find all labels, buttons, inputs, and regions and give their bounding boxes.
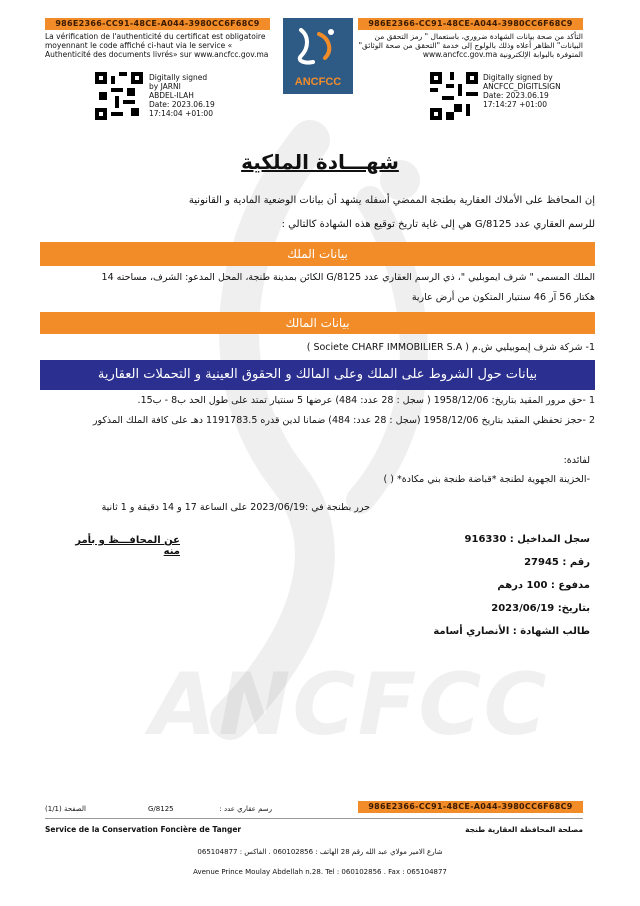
issued-date-text: حرر بطنجة في :2023/06/19 على الساعة 17 و 14 دقيقة و 1 ثانية xyxy=(101,502,370,513)
footer-title-number: G/8125 xyxy=(148,805,174,813)
signature-left-line: ABDEL-ILAH xyxy=(149,91,194,100)
record-row xyxy=(420,580,590,591)
footer-page: الصفحة (1/1) xyxy=(45,805,86,813)
verification-text-fr: La vérification de l'authenticité du certificat est obligatoire moyennant le code affiché ci-haut via le service « Authenticité des documents livrés» sur www.ancfcc.gov.ma xyxy=(45,32,269,59)
signature-left-line: Date: 2023.06.19 xyxy=(149,100,215,109)
condition-2: 2 -حجز تحفظي المقيد بتاريخ 1958/12/06 (سجل : 28 عدد: 484) ضمانا لدين قدره 1191783.5 دهـ على كافة الملك المذكور xyxy=(92,415,595,426)
certificate-code-left: 986E2366-CC91-48CE-A044-3980CC6F68C9 xyxy=(45,18,270,30)
verification-text-ar: التأكد من صحة بيانات الشهادة ضروري، باستعمال " رمز التحقق من البيانات" الظاهر أعلاه وذلك بالولوج إلى خدمة "التحقق من صحة الوثائق" المتوفرة بالبوابة الإلكترونية www.ancfcc.gov.ma xyxy=(358,32,583,59)
property-text-2: هكتار 56 آر 46 سنتيار المتكون من أرض عارية xyxy=(411,292,595,303)
logo-text: ANCFCC xyxy=(294,76,342,88)
signature-right-line: Date: 2023.06.19 xyxy=(483,91,549,100)
beneficiary-text: -الخزينة الجهوية لطنجة *قباضة طنجة بني مكادة* ( ) xyxy=(383,474,590,485)
signature-left-line: 17:14:04 +01:00 xyxy=(149,109,213,118)
signature-left-line: Digitally signed xyxy=(149,73,208,82)
record-label: سجل المداخيل : xyxy=(509,534,590,545)
signature-block-right xyxy=(483,73,603,109)
footer-address-ar: شارع الامير مولاي عبد الله رقم 28 الهاتف : 060102856 . الفاكس : 065104877 xyxy=(197,848,443,856)
signature-left-line: by JARNI xyxy=(149,82,181,91)
property-section-header: بيانات الملك xyxy=(40,242,595,266)
record-label: مدفوع : xyxy=(550,580,590,591)
document-title: شهـــادة الملكية xyxy=(241,150,399,174)
record-value: 100 درهم xyxy=(497,580,548,591)
record-row xyxy=(420,603,590,614)
signature-right-line: Digitally signed by xyxy=(483,73,553,82)
signature-right-line: 17:14:27 +01:00 xyxy=(483,100,547,109)
intro-line-2: للرسم العقاري عدد G/8125 هي إلى غاية تاريخ توقيع هذه الشهادة كالتالي : xyxy=(281,219,595,230)
record-value: 2023/06/19 xyxy=(491,603,555,614)
footer-address-fr: Avenue Prince Moulay Abdellah n.28. Tel : 060102856 . Fax : 065104877 xyxy=(193,868,447,876)
footer-service-fr: Service de la Conservation Foncière de Tanger xyxy=(45,825,242,834)
qr-code-right xyxy=(430,72,478,120)
record-label: طالب الشهادة : xyxy=(512,626,590,637)
footer-title-label: رسم عقاري عدد : xyxy=(219,805,272,813)
record-row xyxy=(420,534,590,545)
certificate-code-right: 986E2366-CC91-48CE-A044-3980CC6F68C9 xyxy=(358,18,583,30)
property-text-1: الملك المسمى " شرف ايموبليي "، ذي الرسم العقاري عدد G/8125 الكائن بمدينة طنجة، المحل المدعو: الشرف، مساحته 14 xyxy=(101,272,595,283)
owner-section-header: بيانات المالك xyxy=(40,312,595,334)
record-value: الأنصاري أسامة xyxy=(433,626,510,637)
footer-certificate-code: 986E2366-CC91-48CE-A044-3980CC6F68C9 xyxy=(358,801,583,813)
ancfcc-logo-mark xyxy=(283,18,353,74)
conditions-section-header: بيانات حول الشروط على الملك وعلى المالك و الحقوق العينية و التحملات العقارية xyxy=(40,360,595,390)
intro-line-1: إن المحافظ على الأملاك العقارية بطنجة الممضي أسفله يشهد أن بيانات الوضعية المادية و القانونية xyxy=(188,195,595,206)
record-value: 27945 xyxy=(524,557,559,568)
signature-right-line: ANCFCC_DIGITLSIGN xyxy=(483,82,561,91)
footer-divider xyxy=(45,818,583,819)
record-label: رقم : xyxy=(562,557,590,568)
record-row xyxy=(420,557,590,568)
watermark-graphic xyxy=(170,120,470,740)
condition-1: 1 -حق مرور المقيد بتاريخ: 1958/12/06 ( سجل : 28 عدد: 484) عرضها 5 سنتيار تمتد على طول الحد ب8 - ب15. xyxy=(137,395,595,406)
beneficiary-label: لفائدة: xyxy=(563,455,590,466)
qr-code-left xyxy=(95,72,143,120)
signature-block-left xyxy=(149,73,269,118)
record-label: بتاريخ: xyxy=(557,603,590,614)
signature-label: عن المحافـــظ و بأمر منه xyxy=(75,535,180,557)
owner-text: 1- شركة شرف إيموبيليي ش.م ( Societe CHARF IMMOBILIER S.A ) xyxy=(306,342,595,353)
watermark-text: ANCFCC xyxy=(150,655,549,755)
ancfcc-logo xyxy=(283,18,353,94)
record-value: 916330 xyxy=(464,534,507,545)
record-row xyxy=(420,626,590,637)
footer-service-ar: مصلحة المحافظة العقارية طنجة xyxy=(465,825,583,834)
